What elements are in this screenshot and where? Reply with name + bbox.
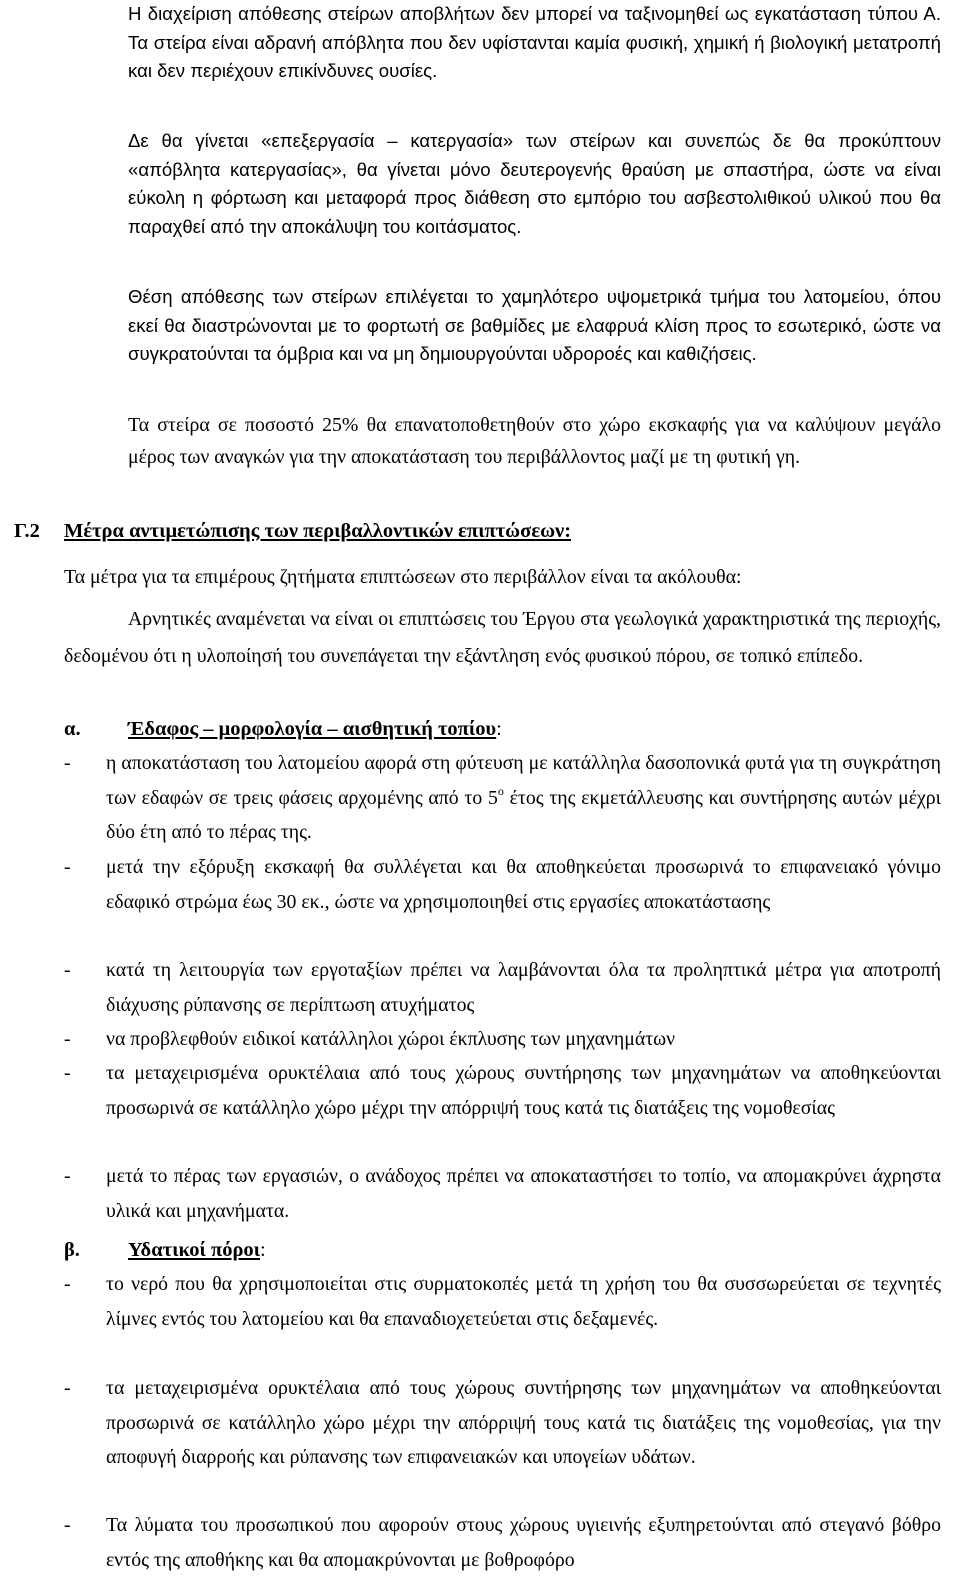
- subsection-a-heading: [128, 714, 502, 744]
- bullet-text: μετά την εξόρυξη εκσκαφή θα συλλέγεται και θα αποθηκεύεται προσωρινά το επιφανειακό γόνιμο εδαφικό στρώμα έως 30 εκ., ώστε να χρησιμοποιηθεί στις εργασίες αποκατάστασης: [106, 856, 941, 913]
- bullet-dash: -: [64, 959, 71, 981]
- bullet-dash: -: [64, 1514, 71, 1536]
- intro-line: Τα μέτρα για τα επιμέρους ζητήματα επιπτώσεων στο περιβάλλον είναι τα ακόλουθα:: [64, 566, 742, 588]
- bullet-text: τα μεταχειρισμένα ορυκτέλαια από τους χώρους συντήρησης των μηχανημάτων να αποθηκεύονται προσωρινά σε κατάλληλο χώρο μέχρι την απόρριψή τους κατά τις διατάξεις της νομοθεσίας, για την αποφυγή διαρροής και ρύπανσης των επιφανειακών και υπογείων υδάτων.: [106, 1377, 941, 1468]
- section-number: Γ.2: [14, 520, 40, 542]
- section-title: Μέτρα αντιμετώπισης των περιβαλλοντικών επιπτώσεων:: [64, 520, 572, 542]
- subsection-a-title: Έδαφος – μορφολογία – αισθητική τοπίου: [128, 718, 497, 740]
- bullet-text: μετά το πέρας των εργασιών, ο ανάδοχος πρέπει να αποκαταστήσει το τοπίο, να απομακρύνει άχρηστα υλικά και μηχανήματα.: [106, 1165, 941, 1222]
- bullet-text: να προβλεφθούν ειδικοί κατάλληλοι χώροι έκπλυσης των μηχανημάτων: [106, 1028, 676, 1050]
- paragraph-negative-impacts: Αρνητικές αναμένεται να είναι οι επιπτώσεις του Έργου στα γεωλογικά χαρακτηριστικά της περιοχής, δεδομένου ότι η υλοποίησή του συνεπάγεται την εξάντληση ενός φυσικού πόρου, σε τοπικό επίπεδο.: [64, 608, 941, 667]
- bullet-text: Τα λύματα του προσωπικού που αφορούν στους χώρους υγιεινής εξυπηρετούνται από στεγανό βόθρο εντός της αποθήκης και θα απομακρύνονται με βοθροφόρο: [106, 1514, 941, 1571]
- paragraph-waste-reuse: Τα στείρα σε ποσοστό 25% θα επανατοποθετηθούν στο χώρο εκσκαφής για να καλύψουν μεγάλο μέρος των αναγκών για την αποκατάσταση του περιβάλλοντος μαζί με τη φυτική γη.: [128, 414, 941, 468]
- paragraph-inert-waste: Η διαχείριση απόθεσης στείρων αποβλήτων δεν μπορεί να ταξινομηθεί ως εγκατάσταση τύπου Α. Τα στείρα είναι αδρανή απόβλητα που δεν υφίστανται καμία φυσική, χημική ή βιολογική μετατροπή και δεν περιέχουν επικίνδυνες ουσίες.: [128, 3, 941, 81]
- bullet-dash: -: [64, 1028, 71, 1050]
- bullet-text: [106, 746, 941, 850]
- subsection-b-label: β.: [64, 1239, 80, 1261]
- bullet-text: το νερό που θα χρησιμοποιείται στις συρματοκοπές μετά τη χρήση του θα συσσωρεύεται σε τεχνητές λίμνες εντός του λατομείου και θα επαναδιοχετεύεται στις δεξαμενές.: [106, 1273, 941, 1330]
- subsection-a-colon: :: [496, 718, 502, 740]
- paragraph-deposit-location: Θέση απόθεσης των στείρων επιλέγεται το χαμηλότερο υψομετρικά τμήμα του λατομείου, όπου εκεί θα διαστρώνονται με το φορτωτή σε βαθμίδες με ελαφρυά κλίση προς το εσωτερικό, ώστε να συγκρατούνται τα όμβρια και να μη δημιουργούνται υδρορoές και καθιζήσεις.: [128, 286, 941, 364]
- paragraph-no-processing: Δε θα γίνεται «επεξεργασία – κατεργασία» των στείρων και συνεπώς δε θα προκύπτουν «απόβλητα κατεργασίας», θα γίνεται μόνο δευτερογενής θραύση με σπαστήρα, ώστε να είναι εύκολη η φόρτωση και μεταφορά προς διάθεση στο εμπόριο του ασβεστολιθικού υλικού που θα παραχθεί από την αποκάλυψη του κοιτάσματος.: [128, 130, 941, 237]
- subsection-a-label: α.: [64, 718, 81, 740]
- bullet-dash: -: [64, 1165, 71, 1187]
- ordinal-superscript: ο: [497, 783, 504, 798]
- subsection-b-colon: :: [260, 1239, 266, 1261]
- bullet-text-part: η αποκατάσταση του λατομείου αφορά στη φύτευση με κατάλληλα δασοπονικά φυτά για τη συγκράτηση των εδαφών σε τρεις φάσεις αρχομένης από το 5: [106, 752, 941, 809]
- bullet-dash: -: [64, 856, 71, 878]
- subsection-b-heading: [128, 1235, 266, 1265]
- bullet-dash: -: [64, 752, 71, 774]
- bullet-text: τα μεταχειρισμένα ορυκτέλαια από τους χώρους συντήρησης των μηχανημάτων να αποθηκεύονται προσωρινά σε κατάλληλο χώρο μέχρι την απόρριψή τους κατά τις διατάξεις της νομοθεσίας: [106, 1062, 941, 1119]
- bullet-text: κατά τη λειτουργία των εργοταξίων πρέπει να λαμβάνονται όλα τα προληπτικά μέτρα για αποτροπή διάχυσης ρύπανσης σε περίπτωση ατυχήματος: [106, 959, 941, 1016]
- bullet-text-part: έτος της εκμετάλλευσης και συντήρησης αυτών μέχρι δύο έτη από το πέρας της.: [106, 786, 941, 843]
- bullet-dash: -: [64, 1377, 71, 1399]
- subsection-b-title: Υδατικοί πόροι: [128, 1239, 261, 1261]
- bullet-dash: -: [64, 1273, 71, 1295]
- bullet-dash: -: [64, 1062, 71, 1084]
